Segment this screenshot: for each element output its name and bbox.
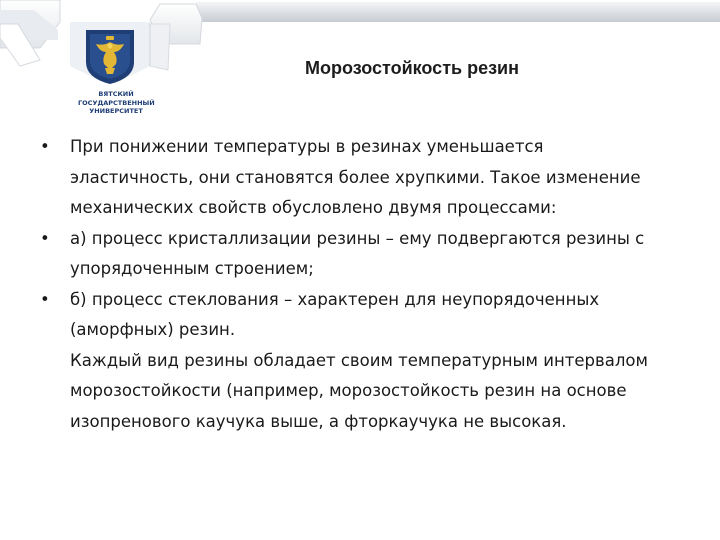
bullet-marker: •	[40, 137, 50, 156]
bullet-item	[40, 132, 670, 224]
body-paragraph-text: Каждый вид резины обладает своим температурным интервалом морозостойкости (например, морозостойкость резин на основе изопренового каучука выше, а фторкаучука не высокая.	[70, 350, 648, 431]
bullet-text: б) процесс стеклования – характерен для неупорядоченных (аморфных) резин.	[70, 289, 600, 339]
vyatsu-crest-icon	[84, 28, 136, 86]
bullet-text: При понижении температуры в резинах уменьшается эластичность, они становятся более хрупкими. Такое изменение механических свойств обусловлено двумя процессами:	[70, 137, 641, 217]
university-name-line: ГОСУДАРСТВЕННЫЙ	[78, 98, 155, 107]
bullet-item	[40, 285, 670, 346]
university-name-line: УНИВЕРСИТЕТ	[89, 107, 143, 115]
body-paragraph	[40, 346, 670, 438]
slide-title: Морозостойкость резин	[305, 58, 519, 78]
bullet-marker: •	[40, 289, 50, 309]
university-name	[78, 90, 154, 116]
bullet-text: а) процесс кристаллизации резины – ему подвергаются резины с упорядоченным строением;	[70, 228, 645, 278]
university-name-line: ВЯТСКИЙ	[98, 90, 134, 98]
bullet-item	[40, 224, 670, 285]
bullet-marker: •	[40, 228, 50, 248]
slide-content	[40, 132, 670, 437]
